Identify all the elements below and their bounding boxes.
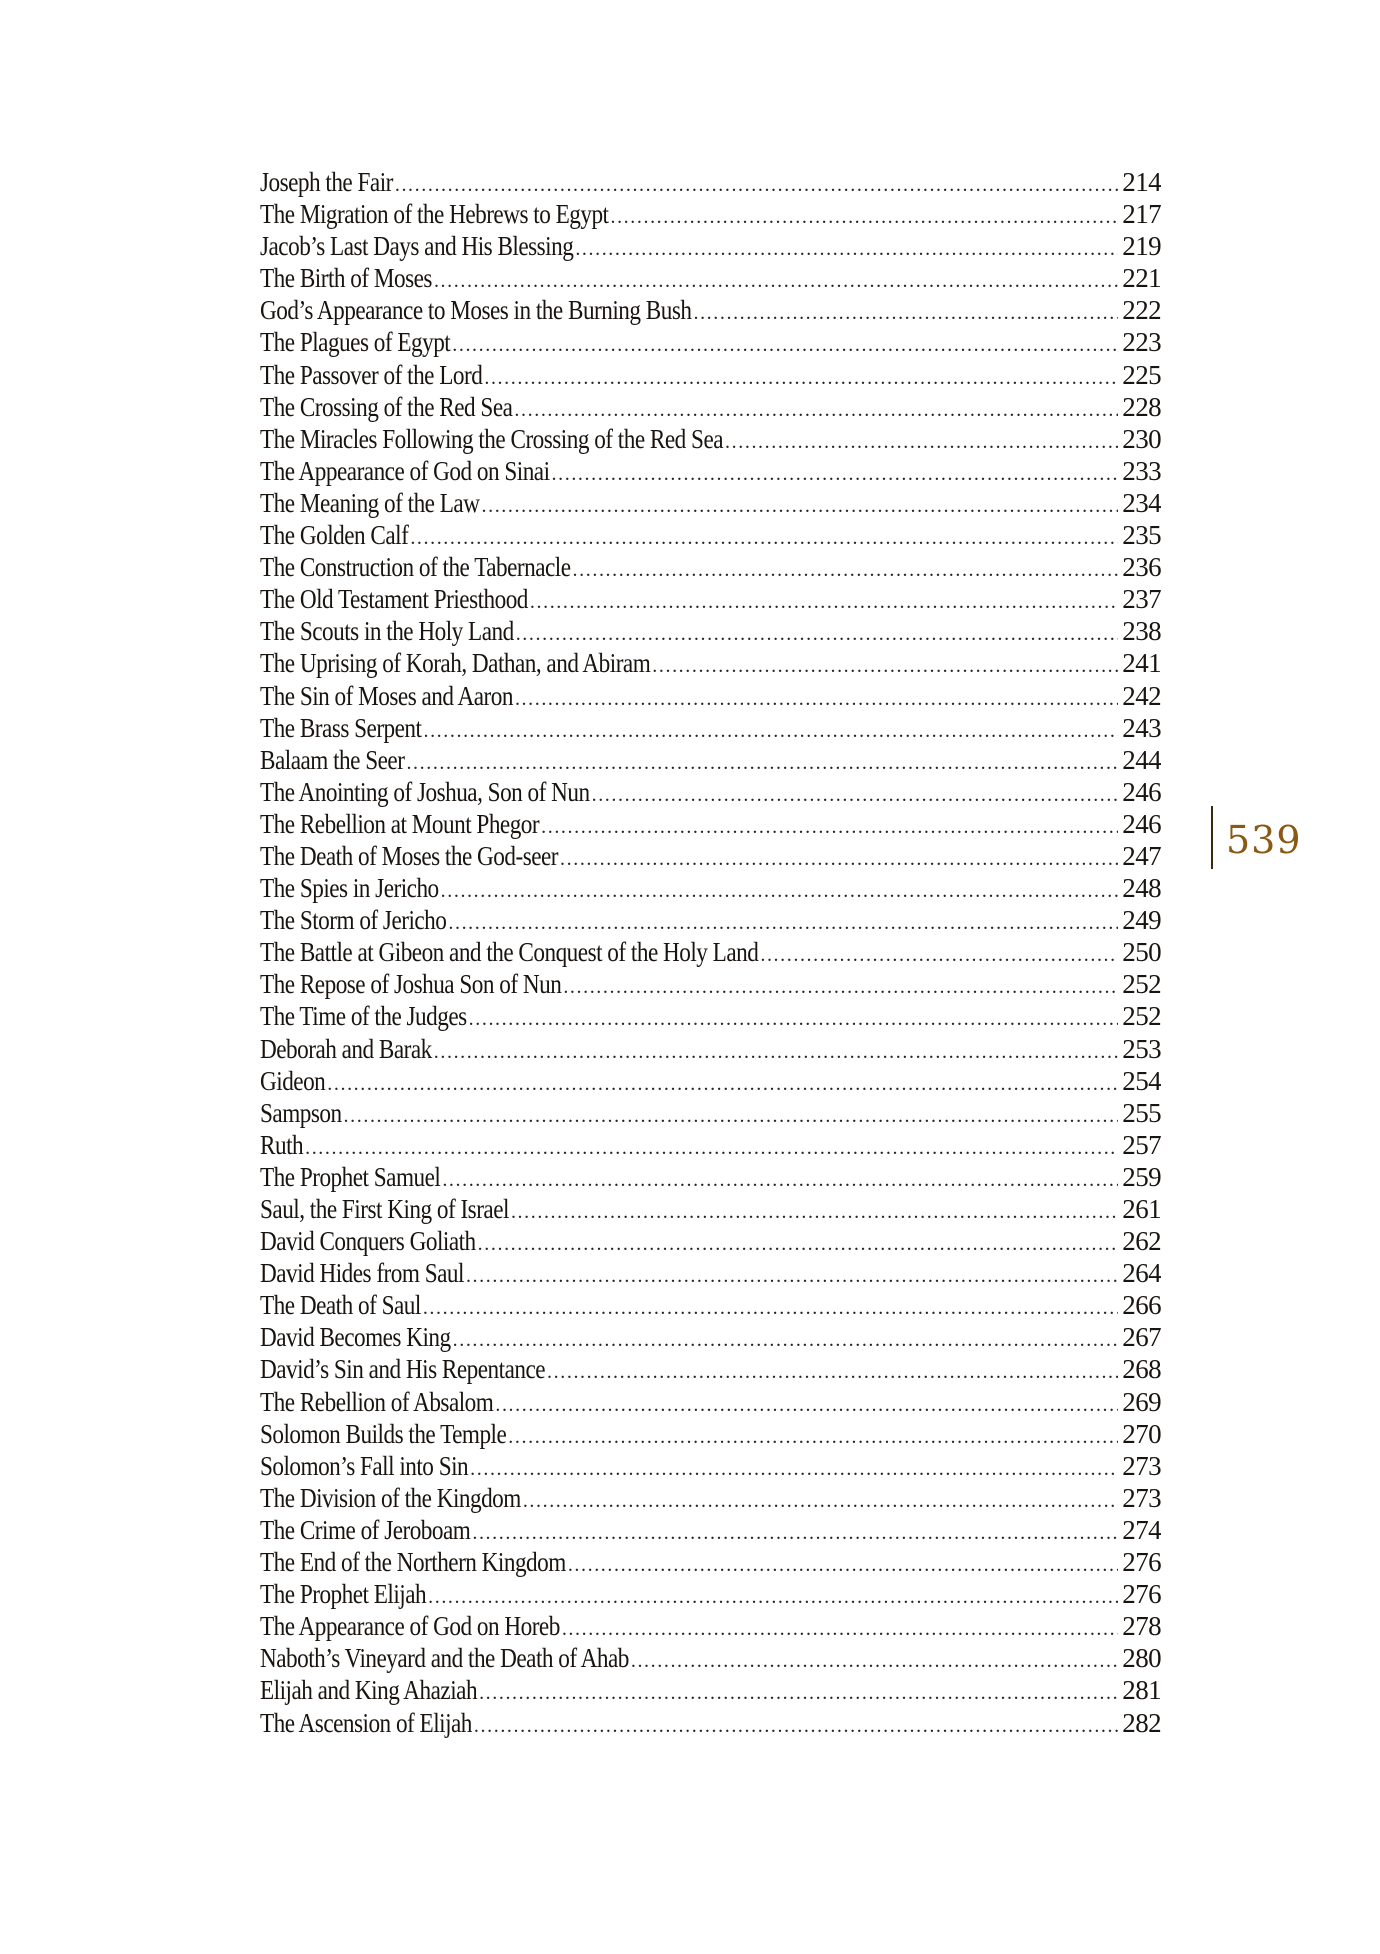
toc-entry-title: Balaam the Seer — [260, 744, 405, 775]
toc-entry — [260, 583, 1161, 615]
toc-entry-page: 276 — [1122, 1579, 1161, 1610]
dot-leader — [631, 1645, 1118, 1674]
dot-leader — [472, 1517, 1118, 1546]
dot-leader — [482, 490, 1119, 519]
toc-entry — [260, 1353, 1161, 1385]
toc-entry — [260, 712, 1161, 744]
dot-leader — [469, 1003, 1119, 1032]
toc-entry-page: 246 — [1122, 776, 1161, 807]
toc-entry-title: Deborah and Barak — [260, 1033, 432, 1064]
dot-leader — [441, 875, 1119, 904]
toc-entry — [260, 519, 1161, 551]
dot-leader — [466, 1260, 1118, 1289]
dot-leader — [423, 715, 1118, 744]
toc-entry-page: 248 — [1122, 873, 1161, 904]
dot-leader — [344, 1100, 1119, 1129]
toc-entry-title: Solomon’s Fall into Sin — [260, 1450, 469, 1481]
toc-entry — [260, 808, 1161, 840]
dot-leader — [305, 1132, 1118, 1161]
toc-entry — [260, 904, 1161, 936]
toc-entry-title: The Repose of Joshua Son of Nun — [260, 969, 562, 1000]
dot-leader — [410, 522, 1118, 551]
dot-leader — [552, 458, 1119, 487]
toc-entry-page: 268 — [1122, 1354, 1161, 1385]
toc-entry — [260, 1161, 1161, 1193]
dot-leader — [592, 779, 1119, 808]
toc-entry-title: The Death of Moses the God-seer — [260, 840, 559, 871]
toc-entry-title: The Construction of the Tabernacle — [260, 552, 571, 583]
toc-entry-page: 253 — [1122, 1033, 1161, 1064]
toc-entry-page: 274 — [1122, 1514, 1161, 1545]
toc-entry-title: The Ascension of Elijah — [260, 1707, 472, 1738]
toc-entry-page: 238 — [1122, 616, 1161, 647]
toc-entry-title: The Appearance of God on Horeb — [260, 1611, 560, 1642]
toc-entry — [260, 551, 1161, 583]
toc-entry — [260, 1642, 1161, 1674]
toc-entry — [260, 872, 1161, 904]
toc-entry-page: 230 — [1122, 423, 1161, 454]
toc-entry-page: 278 — [1122, 1611, 1161, 1642]
toc-entry-page: 243 — [1122, 712, 1161, 743]
dot-leader — [470, 1453, 1118, 1482]
toc-entry-title: Ruth — [260, 1129, 304, 1160]
toc-entry-page: 254 — [1122, 1065, 1161, 1096]
toc-entry-page: 235 — [1122, 520, 1161, 551]
toc-entry-page: 237 — [1122, 584, 1161, 615]
toc-entry-title: The Rebellion at Mount Phegor — [260, 808, 540, 839]
toc-entry — [260, 647, 1161, 679]
toc-entry-page: 281 — [1122, 1675, 1161, 1706]
dot-leader — [423, 1292, 1118, 1321]
dot-leader — [508, 1421, 1118, 1450]
dot-leader — [452, 329, 1118, 358]
toc-entry — [260, 1514, 1161, 1546]
toc-entry-page: 255 — [1122, 1097, 1161, 1128]
toc-entry-page: 241 — [1122, 648, 1161, 679]
dot-leader — [541, 811, 1118, 840]
dot-leader — [568, 1549, 1118, 1578]
toc-entry-title: The Appearance of God on Sinai — [260, 455, 550, 486]
toc-entry — [260, 968, 1161, 1000]
toc-entry-title: The Old Testament Priesthood — [260, 584, 528, 615]
toc-entry — [260, 391, 1161, 423]
toc-entry-title: The Birth of Moses — [260, 263, 432, 294]
toc-entry — [260, 1065, 1161, 1097]
dot-leader — [478, 1228, 1119, 1257]
toc-entry-page: 273 — [1122, 1482, 1161, 1513]
toc-entry-page: 244 — [1122, 744, 1161, 775]
toc-entry-page: 270 — [1122, 1418, 1161, 1449]
dot-leader — [562, 1613, 1118, 1642]
toc-entry-page: 214 — [1122, 167, 1161, 197]
dot-leader — [448, 907, 1118, 936]
toc-entry — [260, 423, 1161, 455]
toc-entry-page: 222 — [1122, 295, 1161, 326]
toc-entry — [260, 1482, 1161, 1514]
dot-leader — [523, 1485, 1118, 1514]
toc-entry-title: The Uprising of Korah, Dathan, and Abiram — [260, 648, 651, 679]
toc-entry — [260, 680, 1161, 712]
toc-entry-title: The Crossing of the Red Sea — [260, 391, 513, 422]
dot-leader — [573, 554, 1119, 583]
toc-entry — [260, 1000, 1161, 1032]
dot-leader — [453, 1324, 1119, 1353]
dot-leader — [442, 1164, 1118, 1193]
dot-leader — [514, 394, 1118, 423]
toc-entry-title: Sampson — [260, 1097, 342, 1128]
dot-leader — [428, 1581, 1118, 1610]
toc-entry-title: The Division of the Kingdom — [260, 1482, 521, 1513]
toc-entry-title: The Death of Saul — [260, 1290, 421, 1321]
dot-leader — [327, 1068, 1118, 1097]
toc-entry-title: The Scouts in the Holy Land — [260, 616, 514, 647]
toc-entry-title: The Plagues of Egypt — [260, 327, 451, 358]
toc-entry-title: Gideon — [260, 1065, 326, 1096]
toc-entry-page: 233 — [1122, 455, 1161, 486]
toc-entry-page: 259 — [1122, 1161, 1161, 1192]
toc-entry-title: The Migration of the Hebrews to Egypt — [260, 199, 609, 230]
toc-entry — [260, 1225, 1161, 1257]
toc-entry — [260, 1193, 1161, 1225]
dot-leader — [516, 618, 1119, 647]
toc-entry — [260, 1578, 1161, 1610]
toc-entry — [260, 1257, 1161, 1289]
dot-leader — [484, 362, 1118, 391]
toc-entry-title: The Sin of Moses and Aaron — [260, 680, 513, 711]
toc-entry-page: 242 — [1122, 680, 1161, 711]
toc-entry-title: The Prophet Samuel — [260, 1161, 441, 1192]
toc-entry — [260, 615, 1161, 647]
toc-entry-page: 273 — [1122, 1450, 1161, 1481]
dot-leader — [395, 169, 1118, 198]
toc-entry — [260, 1450, 1161, 1482]
toc-entry-title: The Golden Calf — [260, 520, 409, 551]
dot-leader — [406, 747, 1118, 776]
toc-entry — [260, 166, 1161, 198]
toc-entry — [260, 294, 1161, 326]
dot-leader — [563, 971, 1118, 1000]
dot-leader — [530, 586, 1118, 615]
toc-entry-page: 257 — [1122, 1129, 1161, 1160]
toc-entry-title: Joseph the Fair — [260, 167, 393, 197]
toc-entry-page: 249 — [1122, 905, 1161, 936]
dot-leader — [515, 683, 1118, 712]
dot-leader — [575, 233, 1118, 262]
toc-entry-page: 228 — [1122, 391, 1161, 422]
toc-entry-page: 236 — [1122, 552, 1161, 583]
toc-entry-page: 282 — [1122, 1707, 1161, 1738]
toc-entry-page: 250 — [1122, 937, 1161, 968]
toc-entry-title: David Hides from Saul — [260, 1258, 464, 1289]
dot-leader — [434, 265, 1118, 294]
toc-entry-page: 264 — [1122, 1258, 1161, 1289]
toc-entry-title: David Becomes King — [260, 1322, 451, 1353]
toc-entry-page: 234 — [1122, 487, 1161, 518]
toc-entry — [260, 1707, 1161, 1739]
toc-entry-title: The Anointing of Joshua, Son of Nun — [260, 776, 590, 807]
dot-leader — [693, 297, 1118, 326]
toc-entry-title: Jacob’s Last Days and His Blessing — [260, 231, 574, 262]
toc-entry — [260, 936, 1161, 968]
toc-entry — [260, 359, 1161, 391]
toc-entry-page: 246 — [1122, 808, 1161, 839]
toc-entry — [260, 487, 1161, 519]
dot-leader — [474, 1710, 1118, 1739]
toc-entry-page: 261 — [1122, 1194, 1161, 1224]
toc-entry-title: The Crime of Jeroboam — [260, 1514, 471, 1545]
toc-entry — [260, 776, 1161, 808]
toc-entry — [260, 1321, 1161, 1353]
toc-entry-title: The Miracles Following the Crossing of the Red Sea — [260, 423, 724, 454]
dot-leader — [495, 1389, 1118, 1418]
toc-entry-title: Naboth’s Vineyard and the Death of Ahab — [260, 1643, 629, 1674]
toc-entry-page: 267 — [1122, 1322, 1161, 1353]
dot-leader — [479, 1677, 1118, 1706]
toc-entry — [260, 1418, 1161, 1450]
toc-entry-title: God’s Appearance to Moses in the Burning Bush — [260, 295, 692, 326]
toc-entry-title: The End of the Northern Kingdom — [260, 1547, 566, 1578]
toc-entry-page: 223 — [1122, 327, 1161, 358]
toc-entry — [260, 230, 1161, 262]
toc-entry — [260, 1674, 1161, 1706]
toc-entry — [260, 455, 1161, 487]
toc-entry — [260, 1033, 1161, 1065]
toc-entry — [260, 1546, 1161, 1578]
toc-entry-page: 219 — [1122, 231, 1161, 262]
toc-entry-title: The Prophet Elijah — [260, 1579, 427, 1610]
toc-entry — [260, 1386, 1161, 1418]
toc-entry-title: Saul, the First King of Israel — [260, 1194, 509, 1224]
toc-entry — [260, 1610, 1161, 1642]
toc-entry-page: 225 — [1122, 359, 1161, 390]
toc-entry — [260, 1097, 1161, 1129]
dot-leader — [760, 939, 1118, 968]
toc-entry-title: Elijah and King Ahaziah — [260, 1675, 478, 1706]
toc-entry — [260, 262, 1161, 294]
table-of-contents — [260, 166, 1161, 1739]
toc-entry-page: 266 — [1122, 1290, 1161, 1321]
dot-leader — [560, 843, 1118, 872]
toc-entry — [260, 1289, 1161, 1321]
toc-entry-page: 252 — [1122, 969, 1161, 1000]
toc-entry-page: 247 — [1122, 840, 1161, 871]
toc-entry — [260, 840, 1161, 872]
dot-leader — [610, 201, 1118, 230]
dot-leader — [434, 1036, 1119, 1065]
page-number: 539 — [1226, 818, 1302, 862]
dot-leader — [547, 1356, 1118, 1385]
toc-entry-title: The Passover of the Lord — [260, 359, 483, 390]
toc-entry-page: 252 — [1122, 1001, 1161, 1032]
toc-entry-page: 262 — [1122, 1226, 1161, 1257]
toc-entry-page: 276 — [1122, 1547, 1161, 1578]
toc-entry — [260, 198, 1161, 230]
dot-leader — [725, 426, 1118, 455]
toc-entry-page: 217 — [1122, 199, 1161, 230]
toc-entry-title: The Time of the Judges — [260, 1001, 467, 1032]
toc-entry-title: The Spies in Jericho — [260, 873, 439, 904]
toc-entry-title: David’s Sin and His Repentance — [260, 1354, 546, 1385]
toc-entry-title: The Brass Serpent — [260, 712, 422, 743]
toc-entry-title: David Conquers Goliath — [260, 1226, 476, 1257]
toc-entry — [260, 744, 1161, 776]
dot-leader — [652, 650, 1118, 679]
toc-entry-page: 221 — [1122, 263, 1161, 294]
toc-entry-title: The Storm of Jericho — [260, 905, 447, 936]
toc-entry-title: The Battle at Gibeon and the Conquest of the Holy Land — [260, 937, 759, 968]
toc-entry-title: Solomon Builds the Temple — [260, 1418, 507, 1449]
toc-entry — [260, 326, 1161, 358]
page-number-rule — [1211, 806, 1213, 869]
dot-leader — [511, 1196, 1118, 1225]
toc-entry — [260, 1129, 1161, 1161]
toc-entry-title: The Meaning of the Law — [260, 487, 480, 518]
toc-entry-title: The Rebellion of Absalom — [260, 1386, 494, 1417]
toc-entry-page: 280 — [1122, 1643, 1161, 1674]
toc-entry-page: 269 — [1122, 1386, 1161, 1417]
